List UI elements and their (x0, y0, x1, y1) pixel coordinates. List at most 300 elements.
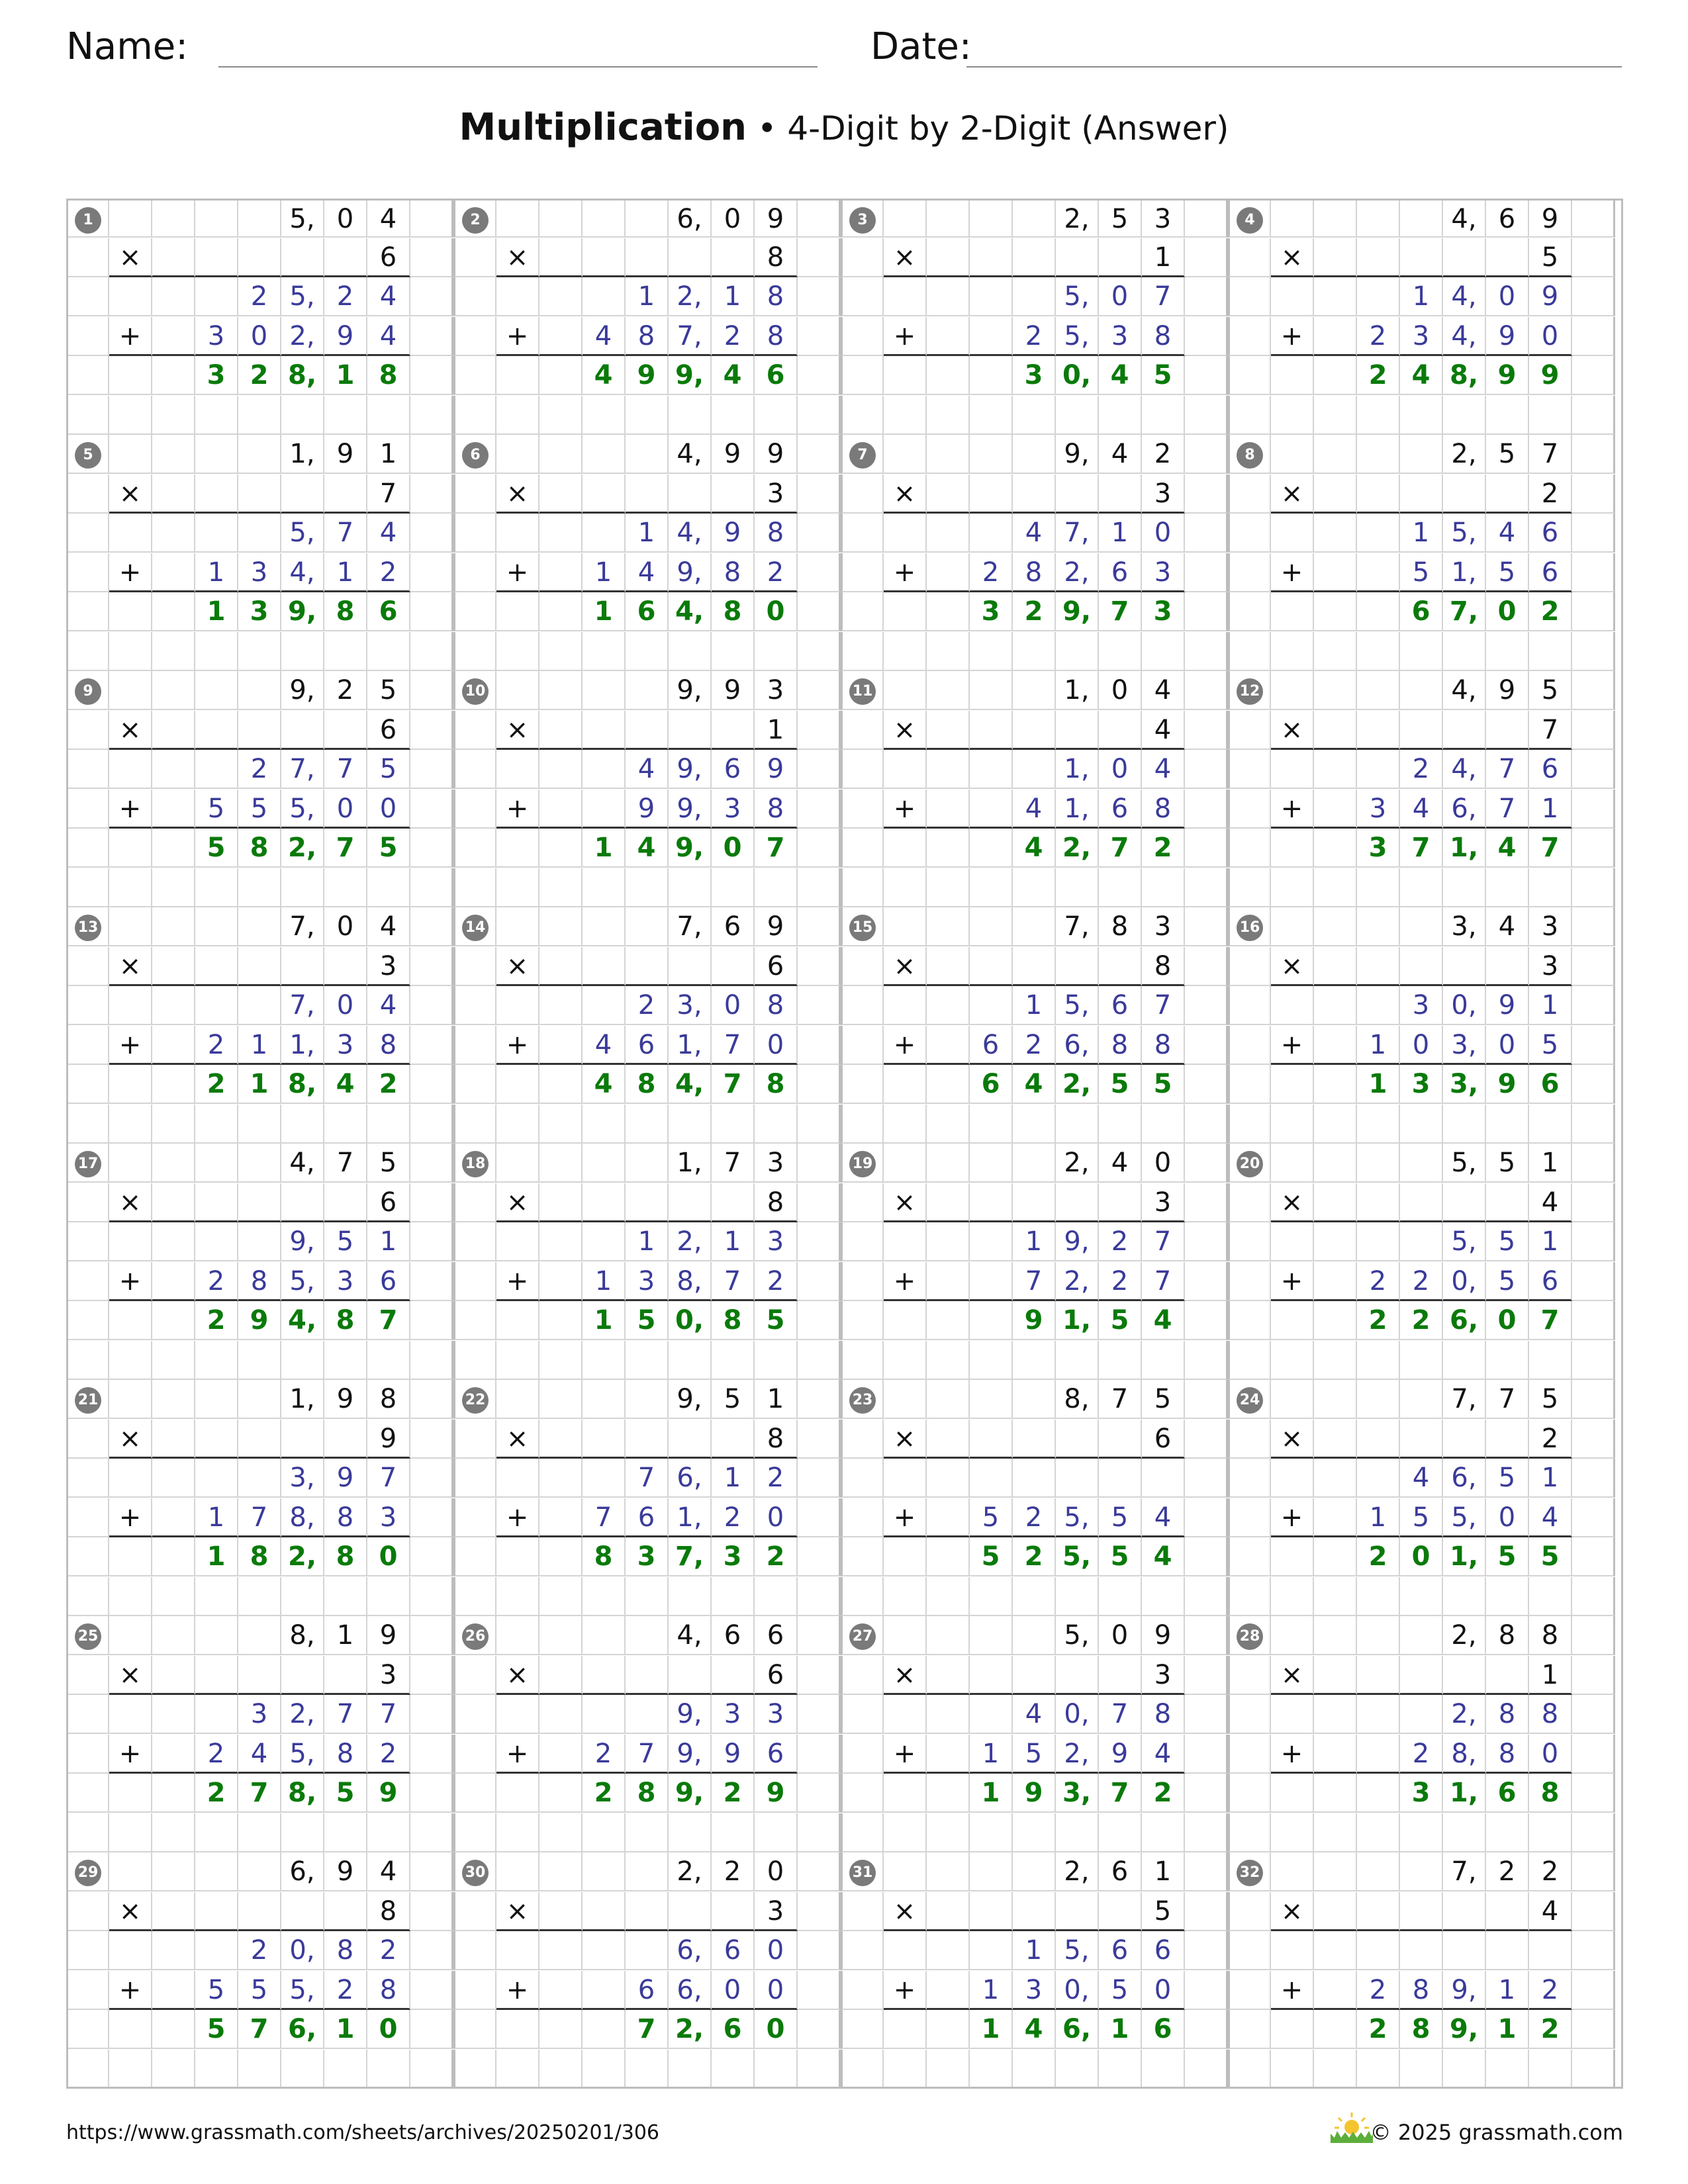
partial-product-digit (1529, 514, 1572, 553)
blank-cell (712, 1183, 755, 1222)
partial-product-digit-text: 9 (336, 321, 354, 351)
answer-digit-text: 8, (1449, 360, 1479, 390)
worksheet-grid (66, 199, 1623, 2089)
blank-cell (626, 435, 669, 474)
blank-cell (1400, 1105, 1443, 1144)
blank-cell (1400, 671, 1443, 710)
blank-cell (496, 1695, 539, 1734)
blank-cell (927, 868, 970, 907)
partial-product-digit (367, 317, 410, 356)
gutter-cell (798, 1813, 841, 1852)
blank-cell (1486, 475, 1529, 514)
blank-cell (152, 1931, 195, 1970)
blank-cell (1357, 1183, 1400, 1222)
blank-cell (970, 790, 1013, 829)
answer-digit-text: 5 (1110, 1069, 1129, 1099)
gutter-cell (1185, 1774, 1228, 1813)
partial-product-digit (1357, 1498, 1400, 1537)
margin-cell (1228, 947, 1271, 986)
partial-product-digit (195, 1026, 238, 1065)
blank-cell (583, 2010, 626, 2049)
blank-cell (109, 1774, 152, 1813)
answer-digit (1443, 1774, 1486, 1813)
blank-cell (1099, 1459, 1142, 1498)
blank-cell (539, 2050, 583, 2089)
answer-digit-text: 9 (1497, 1069, 1517, 1099)
multiplier-digit (367, 1183, 410, 1222)
problem-number-cell (66, 671, 109, 710)
blank-cell (669, 711, 712, 750)
partial-product-digit-text: 1 (1369, 1502, 1387, 1533)
multiplier-digit-text: 3 (379, 1660, 397, 1690)
answer-digit (626, 1537, 669, 1576)
answer-digit (281, 356, 324, 395)
partial-product-digit-text: 6 (724, 1935, 741, 1966)
multiplier-digit-text: 4 (1541, 1187, 1559, 1218)
margin-cell (1228, 514, 1271, 553)
partial-product-digit (626, 750, 669, 789)
blank-cell (970, 1616, 1013, 1655)
blank-cell (238, 475, 281, 514)
problem-number-badge: 2 (462, 207, 489, 234)
margin-cell (1228, 1262, 1271, 1301)
blank-cell (1013, 1341, 1056, 1380)
multiplicand-digit-text: 4 (379, 911, 397, 942)
blank-cell (496, 356, 539, 395)
partial-product-digit-text: 1 (207, 1502, 225, 1533)
blank-cell (152, 1695, 195, 1734)
answer-digit (1443, 1301, 1486, 1340)
blank-cell (884, 1616, 927, 1655)
blank-cell (324, 1577, 367, 1616)
blank-cell (238, 671, 281, 710)
blank-cell (152, 907, 195, 946)
blank-cell (539, 632, 583, 671)
blank-cell (324, 868, 367, 907)
times-sign-text: × (893, 1896, 916, 1927)
multiplicand-digit-text: 1 (767, 1384, 784, 1414)
blank-cell (927, 986, 970, 1025)
multiplicand-digit-text: 0 (767, 1856, 784, 1887)
blank-cell (281, 1813, 324, 1852)
partial-product-digit-text: 1 (1541, 794, 1559, 824)
blank-cell (669, 1420, 712, 1459)
partial-product-digit (1099, 1735, 1142, 1774)
answer-digit (1056, 356, 1099, 395)
blank-cell (109, 1577, 152, 1616)
partial-product-digit-text: 0 (724, 1975, 741, 2005)
multiplicand-digit-text: 9 (1498, 675, 1516, 705)
problem-number-badge: 18 (462, 1151, 489, 1177)
multiplicand-digit (1142, 1852, 1185, 1891)
multiplicand-digit-text: 7 (724, 1148, 741, 1178)
date-line[interactable] (966, 66, 1622, 68)
blank-cell (1099, 1341, 1142, 1380)
blank-cell (927, 1459, 970, 1498)
times-sign-text: × (1280, 1896, 1303, 1927)
gutter-cell (1185, 1262, 1228, 1301)
blank-cell (324, 1892, 367, 1931)
blank-cell (583, 1183, 626, 1222)
blank-cell (238, 632, 281, 671)
answer-digit-text: 2 (207, 1305, 226, 1336)
gutter-cell (798, 1065, 841, 1104)
blank-cell (1529, 1813, 1572, 1852)
answer-digit-text: 2 (1368, 360, 1387, 390)
multiplier-digit-text: 8 (379, 1896, 397, 1927)
multiplicand-digit (669, 1852, 712, 1891)
blank-cell (884, 1577, 927, 1616)
answer-digit (1142, 1301, 1185, 1340)
blank-cell (1314, 632, 1357, 671)
blank-cell (927, 1222, 970, 1261)
blank-cell (109, 199, 152, 238)
gutter-cell (798, 1026, 841, 1065)
gutter-cell (1572, 1735, 1615, 1774)
answer-digit-text: 7, (1449, 596, 1479, 627)
blank-cell (1443, 1183, 1486, 1222)
blank-cell (539, 907, 583, 946)
blank-cell (109, 1222, 152, 1261)
blank-cell (281, 868, 324, 907)
partial-product-digit (1443, 790, 1486, 829)
blank-cell (324, 1105, 367, 1144)
answer-digit (626, 1065, 669, 1104)
blank-cell (1314, 2010, 1357, 2049)
answer-digit-text: 1 (594, 596, 613, 627)
multiplier-digit (1529, 475, 1572, 514)
blank-cell (324, 1183, 367, 1222)
answer-digit (1099, 1301, 1142, 1340)
blank-cell (109, 356, 152, 395)
multiplicand-digit (324, 1380, 367, 1419)
blank-cell (669, 1577, 712, 1616)
blank-cell (1400, 1695, 1443, 1734)
partial-product-digit-text: 5, (1064, 1502, 1090, 1533)
answer-digit (238, 1065, 281, 1104)
blank-cell (539, 986, 583, 1025)
footer-url[interactable]: https://www.grassmath.com/sheets/archives/20250201/306 (66, 2121, 660, 2144)
answer-digit (1400, 1774, 1443, 1813)
answer-digit (755, 592, 798, 631)
partial-product-digit (1529, 986, 1572, 1025)
times-sign (884, 1892, 927, 1931)
blank-cell (539, 1420, 583, 1459)
plus-sign (109, 553, 152, 592)
multiplicand-digit-text: 0 (1111, 675, 1129, 705)
gutter-cell (1185, 1695, 1228, 1734)
multiplicand-digit (712, 1616, 755, 1655)
partial-product-digit (669, 1695, 712, 1734)
blank-cell (367, 1341, 410, 1380)
gutter-cell (798, 396, 841, 435)
partial-product-digit (281, 986, 324, 1025)
blank-cell (1056, 632, 1099, 671)
blank-cell (1056, 1105, 1099, 1144)
answer-digit-text: 8 (1411, 2014, 1430, 2044)
partial-product-digit (1142, 317, 1185, 356)
blank-cell (884, 2050, 927, 2089)
gutter-cell (798, 317, 841, 356)
margin-cell (841, 1813, 884, 1852)
answer-digit-text: 8 (1540, 1778, 1560, 1808)
blank-cell (1443, 711, 1486, 750)
partial-product-digit (367, 1735, 410, 1774)
partial-product-digit (1099, 1695, 1142, 1734)
blank-cell (1400, 1892, 1443, 1931)
partial-product-digit (238, 553, 281, 592)
blank-cell (1486, 1656, 1529, 1695)
blank-cell (152, 1656, 195, 1695)
blank-cell (152, 1459, 195, 1498)
blank-cell (195, 1931, 238, 1970)
blank-cell (109, 671, 152, 710)
answer-digit (195, 829, 238, 868)
partial-product-digit-text: 4 (1412, 1463, 1430, 1493)
partial-product-digit-text: 3 (767, 1699, 784, 1729)
times-sign (884, 947, 927, 986)
partial-product-digit-text: 0 (724, 990, 741, 1021)
partial-product-digit (367, 1695, 410, 1734)
blank-cell (1099, 868, 1142, 907)
answer-digit-text: 7 (379, 1305, 398, 1336)
answer-digit-text: 6 (1540, 1069, 1560, 1099)
margin-cell (66, 2010, 109, 2049)
blank-cell (324, 632, 367, 671)
answer-digit (324, 592, 367, 631)
margin-cell (1228, 986, 1271, 1025)
partial-product-digit (324, 790, 367, 829)
multiplicand-digit-text: 9 (724, 439, 741, 469)
blank-cell (583, 1105, 626, 1144)
blank-cell (1357, 1931, 1400, 1970)
partial-product-digit-text: 5, (1451, 518, 1477, 548)
plus-sign-text: + (118, 1739, 142, 1769)
partial-product-digit-text: 0 (1541, 321, 1559, 351)
answer-digit-text: 3 (1153, 596, 1172, 627)
partial-product-digit (1400, 790, 1443, 829)
answer-digit (1013, 1301, 1056, 1340)
blank-cell (970, 199, 1013, 238)
multiplicand-digit (367, 1616, 410, 1655)
partial-product-digit-text: 5 (1498, 1463, 1516, 1493)
blank-cell (496, 986, 539, 1025)
blank-cell (1357, 1144, 1400, 1183)
answer-digit-text: 1 (594, 833, 613, 863)
answer-digit-text: 8, (287, 360, 317, 390)
blank-cell (1314, 1301, 1357, 1340)
blank-cell (324, 2050, 367, 2089)
answer-digit (1400, 829, 1443, 868)
blank-cell (152, 790, 195, 829)
blank-cell (496, 1931, 539, 1970)
blank-cell (539, 1498, 583, 1537)
partial-product-digit-text: 1 (1541, 990, 1559, 1021)
blank-cell (1400, 199, 1443, 238)
partial-product-digit (281, 1498, 324, 1537)
name-line[interactable] (218, 66, 818, 68)
partial-product-digit (1400, 1459, 1443, 1498)
answer-digit-text: 2 (594, 1778, 613, 1808)
answer-digit (1056, 1301, 1099, 1340)
partial-product-digit-text: 9, (677, 557, 702, 588)
blank-cell (1314, 711, 1357, 750)
multiplier-digit-text: 3 (1154, 1187, 1172, 1218)
times-sign-text: × (893, 715, 916, 745)
gutter-cell (1185, 396, 1228, 435)
blank-cell (1357, 1735, 1400, 1774)
blank-cell (583, 1459, 626, 1498)
partial-product-digit (367, 1026, 410, 1065)
multiplier-digit (1529, 711, 1572, 750)
times-sign (109, 1656, 152, 1695)
partial-product-digit (324, 1735, 367, 1774)
blank-cell (1314, 790, 1357, 829)
blank-cell (1486, 947, 1529, 986)
answer-digit (281, 1301, 324, 1340)
partial-product-digit (712, 986, 755, 1025)
blank-cell (238, 1341, 281, 1380)
partial-product-digit-text: 0 (1498, 281, 1516, 312)
blank-cell (152, 356, 195, 395)
answer-digit (367, 1301, 410, 1340)
blank-cell (1357, 868, 1400, 907)
partial-product-digit (1056, 1262, 1099, 1301)
answer-digit (626, 1301, 669, 1340)
answer-digit (238, 1774, 281, 1813)
blank-cell (1271, 986, 1314, 1025)
multiplier-digit-text: 1 (1154, 242, 1172, 273)
partial-product-digit-text: 7 (724, 1266, 741, 1297)
problem-number-cell (66, 1380, 109, 1419)
plus-sign (496, 317, 539, 356)
problem-number-badge: 12 (1237, 678, 1263, 705)
partial-product-digit-text: 6 (1154, 1935, 1172, 1966)
answer-digit-text: 0 (1497, 596, 1517, 627)
margin-cell (453, 1695, 496, 1734)
multiplicand-digit-text: 7, (1064, 911, 1090, 942)
partial-product-digit (1056, 317, 1099, 356)
blank-cell (970, 238, 1013, 277)
blank-cell (1013, 1616, 1056, 1655)
blank-cell (496, 907, 539, 946)
answer-digit-text: 8 (336, 596, 355, 627)
partial-product-digit-text: 3 (250, 557, 268, 588)
partial-product-digit (324, 986, 367, 1025)
partial-product-digit-text: 2 (1412, 1266, 1430, 1297)
gutter-cell (410, 1262, 453, 1301)
gutter-cell (1572, 986, 1615, 1025)
blank-cell (152, 1498, 195, 1537)
multiplicand-digit-text: 7, (677, 911, 702, 942)
blank-cell (884, 199, 927, 238)
partial-product-digit (669, 1222, 712, 1261)
blank-cell (970, 1341, 1013, 1380)
multiplier-digit-text: 3 (767, 1896, 784, 1927)
answer-digit (1099, 1774, 1142, 1813)
partial-product-digit (1013, 1971, 1056, 2010)
blank-cell (1357, 1341, 1400, 1380)
blank-cell (1357, 1852, 1400, 1891)
blank-cell (1314, 1892, 1357, 1931)
blank-cell (669, 238, 712, 277)
multiplier-digit (755, 711, 798, 750)
blank-cell (970, 907, 1013, 946)
blank-cell (539, 1852, 583, 1891)
blank-cell (1357, 1380, 1400, 1419)
gutter-cell (1185, 1931, 1228, 1970)
problem-number-badge: 31 (849, 1860, 876, 1886)
plus-sign (109, 1262, 152, 1301)
gutter-cell (1185, 711, 1228, 750)
partial-product-digit-text: 4 (1025, 1699, 1043, 1729)
multiplicand-digit-text: 3 (1541, 911, 1559, 942)
margin-cell (1228, 1105, 1271, 1144)
answer-digit (1056, 592, 1099, 631)
blank-cell (755, 1813, 798, 1852)
partial-product-digit (324, 1695, 367, 1734)
blank-cell (927, 396, 970, 435)
title-subtitle: 4-Digit by 2-Digit (Answer) (787, 109, 1229, 148)
blank-cell (281, 1656, 324, 1695)
partial-product-digit (1142, 1262, 1185, 1301)
multiplicand-digit-text: 4 (1154, 675, 1172, 705)
answer-digit-text: 6 (723, 2014, 742, 2044)
partial-product-digit-text: 9, (1064, 1226, 1090, 1257)
problem-number-cell (453, 1852, 496, 1891)
multiplier-digit-text: 8 (767, 242, 784, 273)
blank-cell (927, 1774, 970, 1813)
partial-product-digit (324, 277, 367, 316)
answer-digit (195, 2010, 238, 2049)
blank-cell (152, 1301, 195, 1340)
blank-cell (539, 1380, 583, 1419)
blank-cell (884, 907, 927, 946)
partial-product-digit (1486, 317, 1529, 356)
blank-cell (1013, 1105, 1056, 1144)
answer-digit-text: 6, (1449, 1305, 1479, 1336)
partial-product-digit (1443, 1026, 1486, 1065)
times-sign-text: × (118, 242, 142, 273)
answer-digit-text: 9, (1062, 596, 1092, 627)
multiplicand-digit (367, 671, 410, 710)
partial-product-digit (712, 1498, 755, 1537)
margin-cell (66, 1774, 109, 1813)
blank-cell (109, 2050, 152, 2089)
blank-cell (583, 986, 626, 1025)
partial-product-digit (712, 514, 755, 553)
gutter-cell (1185, 2010, 1228, 2049)
gutter-cell (1185, 947, 1228, 986)
blank-cell (1099, 711, 1142, 750)
problem-number-badge: 20 (1237, 1151, 1263, 1177)
gutter-cell (410, 1341, 453, 1380)
gutter-cell (1572, 868, 1615, 907)
partial-product-digit (1013, 1695, 1056, 1734)
problem-number-cell (1228, 1380, 1271, 1419)
blank-cell (152, 671, 195, 710)
partial-product-digit (1099, 1026, 1142, 1065)
partial-product-digit (755, 514, 798, 553)
blank-cell (539, 1222, 583, 1261)
partial-product-digit (367, 1971, 410, 2010)
blank-cell (626, 199, 669, 238)
blank-cell (970, 711, 1013, 750)
partial-product-digit-text: 2 (1541, 1975, 1559, 2005)
problem-number-badge: 26 (462, 1623, 489, 1650)
blank-cell (1486, 1341, 1529, 1380)
multiplicand-digit (1099, 199, 1142, 238)
